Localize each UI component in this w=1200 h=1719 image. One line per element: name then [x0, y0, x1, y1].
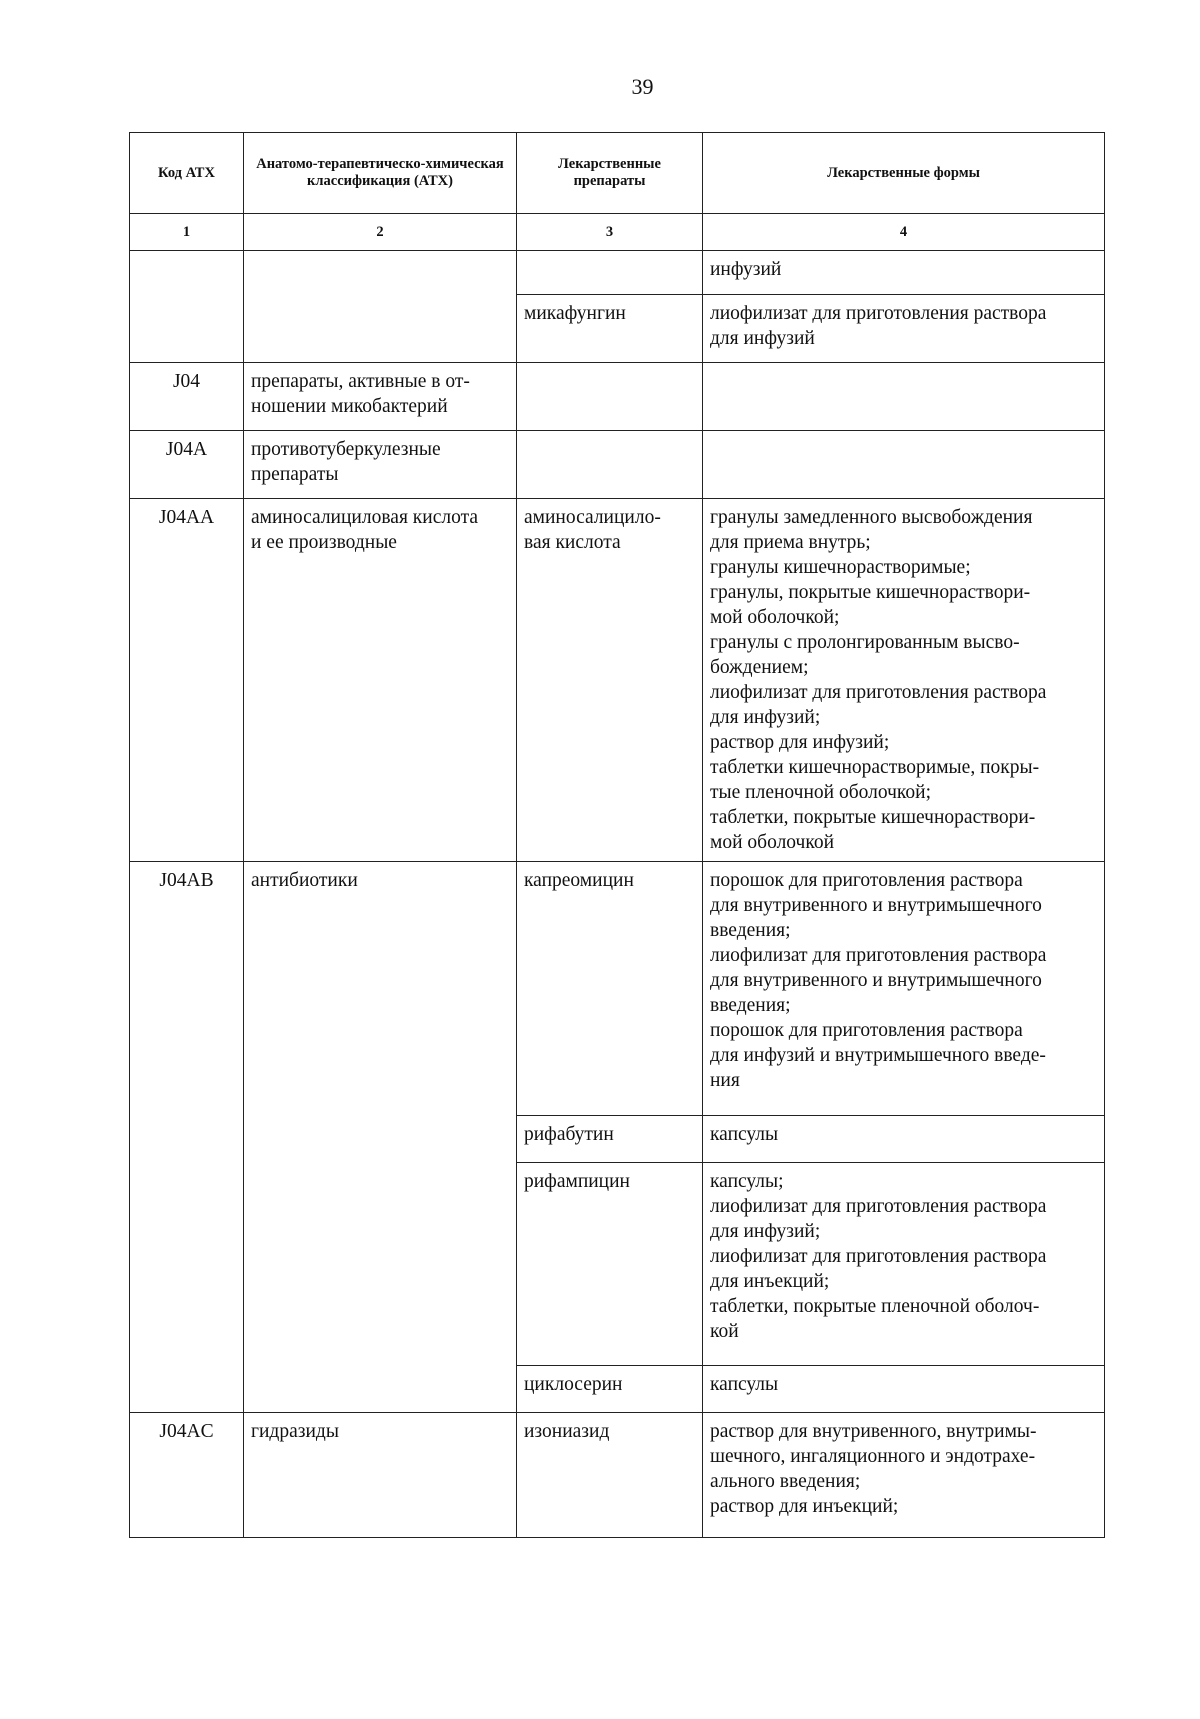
drug-cell [517, 251, 703, 295]
drug-cell: рифабутин [517, 1116, 703, 1163]
atc-class-cell: препараты, активные в от- ношении микобактерий [244, 363, 517, 431]
drug-cell: микафунгин [517, 295, 703, 363]
atc-code-cell: J04AC [130, 1413, 244, 1538]
atc-class-cell: противотуберкулезные препараты [244, 431, 517, 499]
column-number-row [130, 214, 1105, 251]
atc-code-cell: J04 [130, 363, 244, 431]
atc-class-cell: аминосалициловая кислота и ее производные [244, 499, 517, 862]
dosage-forms-cell: капсулы [703, 1366, 1105, 1413]
dosage-forms-cell: гранулы замедленного высвобождения для приема внутрь; гранулы кишечнорастворимые; гранулы, покрытые кишечнораствори- мой оболочкой; гранулы с пролонгированным высво- бождением; лиофилизат для приготовления раствора для инфузий; раствор для инфузий; таблетки кишечнорастворимые, покры- тые пленочной оболочкой; таблетки, покрытые кишечнораствори- мой оболочкой [703, 499, 1105, 862]
atc-code-cell: J04A [130, 431, 244, 499]
header-drugs: Лекарственные препараты [517, 133, 703, 214]
table-row [130, 499, 1105, 862]
dosage-forms-cell: инфузий [703, 251, 1105, 295]
dosage-forms-cell: раствор для внутривенного, внутримы- шечного, ингаляционного и эндотрахе- ального введения; раствор для инъекций; [703, 1413, 1105, 1538]
drug-cell [517, 431, 703, 499]
drug-cell: изониазид [517, 1413, 703, 1538]
column-number: 4 [703, 214, 1105, 251]
atc-class-cell: гидразиды [244, 1413, 517, 1538]
table-row [130, 363, 1105, 431]
header-atc-code: Код АТХ [130, 133, 244, 214]
atc-table [129, 132, 1105, 1538]
dosage-forms-cell: капсулы [703, 1116, 1105, 1163]
drug-cell: аминосалицило- вая кислота [517, 499, 703, 862]
table-row [130, 1413, 1105, 1538]
atc-code-cell: J04AA [130, 499, 244, 862]
header-atc-classification: Анатомо-терапевтическо-химическая классификация (АТХ) [244, 133, 517, 214]
drug-cell: циклосерин [517, 1366, 703, 1413]
drug-cell: капреомицин [517, 862, 703, 1116]
atc-class-cell [244, 251, 517, 363]
header-dosage-forms: Лекарственные формы [703, 133, 1105, 214]
column-number: 3 [517, 214, 703, 251]
table-row [130, 862, 1105, 1116]
table-row [130, 431, 1105, 499]
dosage-forms-cell: капсулы; лиофилизат для приготовления раствора для инфузий; лиофилизат для приготовления раствора для инъекций; таблетки, покрытые пленочной оболоч- кой [703, 1163, 1105, 1366]
column-number: 2 [244, 214, 517, 251]
table-row [130, 251, 1105, 295]
table-header-row [130, 133, 1105, 214]
atc-code-cell [130, 251, 244, 363]
dosage-forms-cell: порошок для приготовления раствора для внутривенного и внутримышечного введения; лиофилизат для приготовления раствора для внутривенного и внутримышечного введения; порошок для приготовления раствора для инфузий и внутримышечного введе- ния [703, 862, 1105, 1116]
drug-cell: рифампицин [517, 1163, 703, 1366]
column-number: 1 [130, 214, 244, 251]
drug-cell [517, 363, 703, 431]
atc-class-cell: антибиотики [244, 862, 517, 1413]
dosage-forms-cell: лиофилизат для приготовления раствора для инфузий [703, 295, 1105, 363]
atc-code-cell: J04AB [130, 862, 244, 1413]
dosage-forms-cell [703, 431, 1105, 499]
dosage-forms-cell [703, 363, 1105, 431]
page-number: 39 [631, 74, 654, 99]
